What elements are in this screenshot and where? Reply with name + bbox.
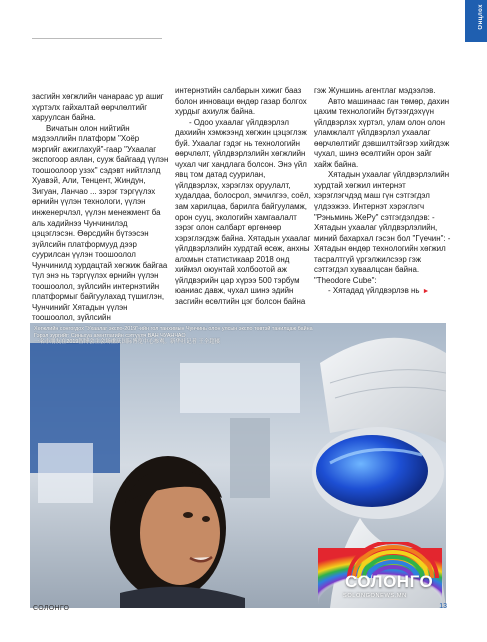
paragraph: интернэтийн салбарын хижиг бааз болон инноваци өндөр газар болгох хурдыг ахиулж байна. [175,86,307,117]
paragraph-continued [314,286,451,298]
paragraph: Авто машинаас ган төмөр, дахин цахим технологийн бүтээгдэхүүн үйлдвэрлэх хүртэл, улам олон олон уламжлалт үйлдвэрлэл ухаалаг өөрчлөлтийг дэвшилтэйгээр хийгдэж чухал, шинэ өсөлтийн орон зайг хайж байна. [314,96,450,169]
logo-url: SOLONGONEWS.MN [343,593,407,599]
footer-magazine-name: СОЛОНГО [33,605,70,612]
text-column-3 [314,86,451,298]
paragraph: - Одоо ухаалаг үйлдвэрлэл дахиийн хэмжээнд хөгжин цэцэглэж буй. Ухаалаг гэдэг нь технологийн өөрчлөлт, үйлдвэрлэлийн хөгжлийн чухал чиг хандлага болсон. Энэ үйл явц том датад суурилан, үйлдвэрлэх, хэрэглэх оруулалт, худалдаа, болосрол, эмчилгээ, соёл, зам харилцаа, барилга байгууламж, орон сууц, экологийн хамгаалалт зэрэг олон салбарт өргөнөөр хэрэглэгдэж байна. Хятадын ухаалаг үйлдвэрлэлийн хурдтай өсөж, анхны алхмын статистикаар 2018 онд хиймэл оюунтай холбоотой аж үйлдвэрийн цар хүрээ 500 тэрбум юаниас давж, чухал шинэ эдийн засгийн өсөлтийн цэг болсон байна [175,117,311,306]
section-tab-label: Онцлох [478,4,484,30]
section-tab [465,0,487,42]
page-number: 13 [439,603,447,610]
solongo-logo [339,542,447,606]
paragraph: засгийн хөгжлийн чанараас ур ашиг хүртэлх гайхалтай өөрчлөлтийг харуулсан байна. [32,92,164,123]
top-divider [32,38,162,39]
paragraph-text: - Хятадад үйлдвэрлэв нь [328,286,420,296]
caption-line: Гэрэл зургийг: Синьхуа агентлагийн сэтгүүлч ВАН ЧУАНЧАО [34,332,186,339]
caption-line: 一名小朋友在2019智博会主会场重庆国际博览中心参观。新华社记者 王全超摄 [34,339,220,346]
paragraph: Хятадын ухаалаг үйлдвэрлэлийн хурдтай хөгжил интернэт хэрэглэгчдэд маш гүн сэтгэгдэл үлдээжээ. Интернэт хэрэглэгч "Рэньминь ЖеРу" сэтгэгдэлдэв: - Хятадын ухаалаг үйлдвэрлэлийн, миний бахархал гэсэн бол "Гүечин": - Хятадын өндөр технологийн хөгжил тасралтгүй үргэлжилсээр гэж сэтгэгдэл хуваалцсан байна. "Theodore Cube": [314,170,451,285]
photo-caption [34,326,434,346]
caption-line: Хөгжлийн сонгогдох "Ухаалаг экспо-2019"-ийн гол танхимын Чунчинь олон улсын экспо төвтэй танилцаж байна [34,326,313,332]
logo-name: СОЛОНГО [345,572,434,591]
end-mark-icon: ► [422,288,430,296]
paragraph: Вичатын олон нийтийн мэдээллийн платформ "Хоёр мэргийг ажиглахуй"-гаар "Ухаалаг экспогоор аялан, сууж байгаад үүлэн тоошоолоор узэх" сэдэвт нийтлэлд Хуавэй, Али, Тенцент, Жиндун, Зигуан, Ланчао ... зэрэг тэргүүлэх өрнийн үүлэн технологи, үүлэн инженерчлэл, үүлэн менежмент ба аль хадийнээ Чунчинилэд цэцэглэсэн. Өөрсдийн бүтээсэн зүйлсийн платформууд дээр суурилсан үүлэн тоошоолол Чунчинилд хурдацтай хөгжиж байгаа түл энэ нь тэргүүлэх өрнийн үүлэн тоошоолол, зүйлсийн интернэтийн платформыг байгуулахад түшиглэн, Чунчинийг Хятадын үүлэн тоошоолол, зүйлсийн [32,123,169,323]
paragraph: гэж Жуншинь агентлаг мэдээлэв. [314,86,436,95]
text-column-1 [32,92,169,324]
text-column-2 [175,86,312,307]
